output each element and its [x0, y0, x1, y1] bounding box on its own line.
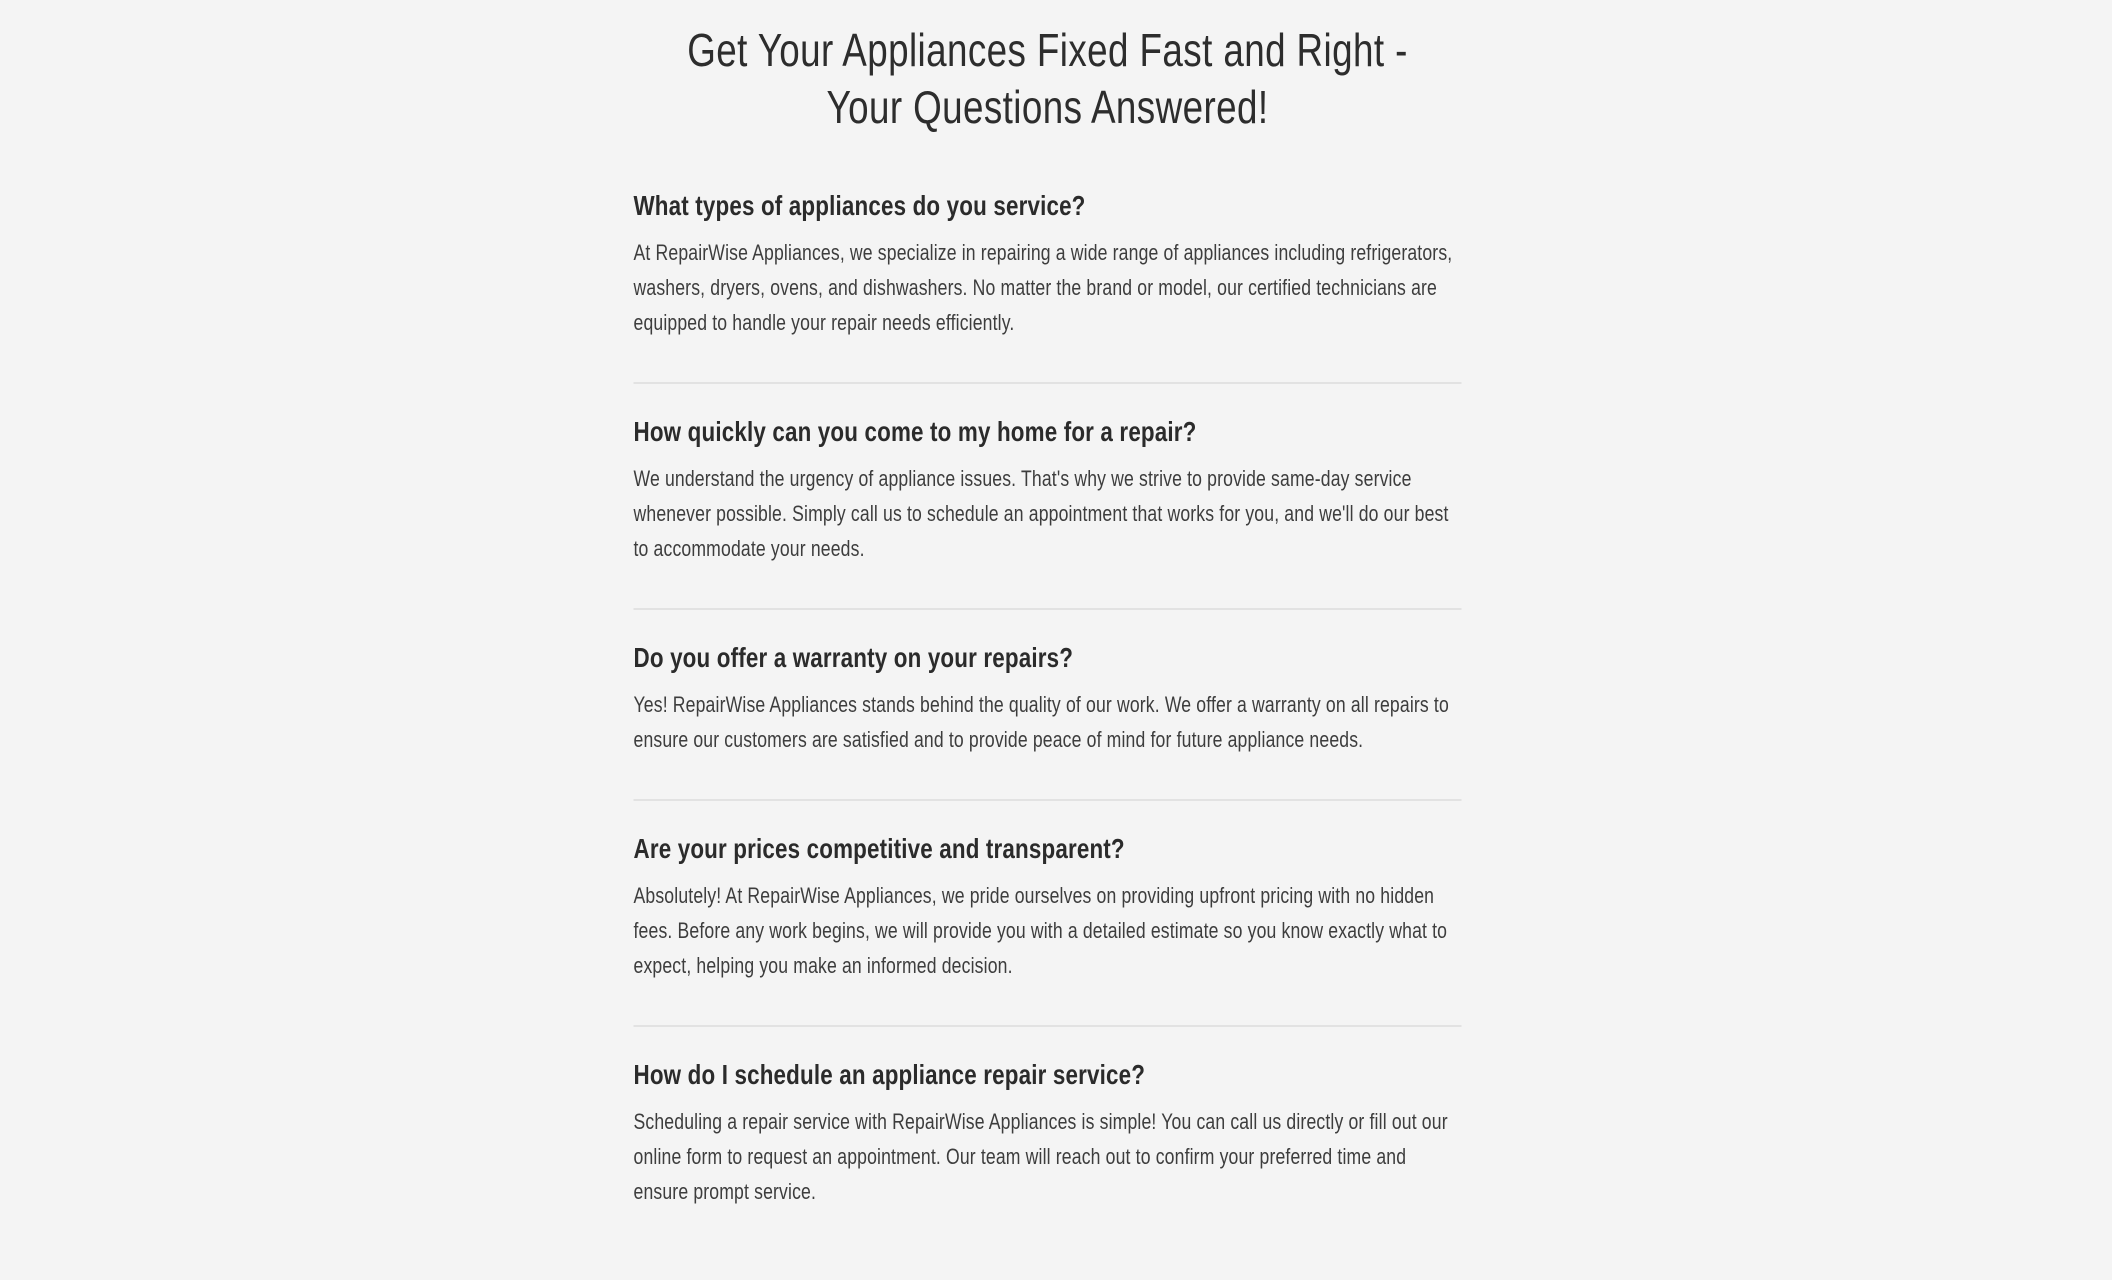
faq-section-warranty: [633, 640, 1461, 757]
faq-question: What types of appliances do you service?: [633, 190, 1086, 221]
faq-question: Do you offer a warranty on your repairs?: [633, 642, 1073, 673]
faq-question: How quickly can you come to my home for a repair?: [633, 416, 1196, 447]
section-divider: [633, 799, 1461, 801]
faq-section-appliance-types: [633, 188, 1461, 340]
page-title-line-1: Get Your Appliances Fixed Fast and Right -: [686, 24, 1408, 76]
faq-question: How do I schedule an appliance repair service?: [633, 1059, 1145, 1090]
faq-question: Are your prices competitive and transparent?: [633, 833, 1125, 864]
faq-answer: Absolutely! At RepairWise Appliances, we pride ourselves on providing upfront pricing with no hidden fees. Before any work begins, we will provide you with a detailed estimate so you know exactly what to expect, helping you make an informed decision.: [633, 883, 1447, 978]
section-divider: [633, 382, 1461, 384]
faq-answer: Yes! RepairWise Appliances stands behind the quality of our work. We offer a warranty on all repairs to ensure our customers are satisfied and to provide peace of mind for future appliance needs.: [633, 692, 1449, 752]
section-divider: [633, 608, 1461, 610]
faq-answer: We understand the urgency of appliance issues. That's why we strive to provide same-day service whenever possible. Simply call us to schedule an appointment that works for you, and we'll do our best to accommodate your needs.: [633, 466, 1449, 561]
faq-section-scheduling: [633, 1057, 1461, 1209]
faq-answer: Scheduling a repair service with RepairWise Appliances is simple! You can call us directly or fill out our online form to request an appointment. Our team will reach out to confirm your preferred time and ensure prompt service.: [633, 1109, 1448, 1204]
faq-section-pricing: [633, 831, 1461, 983]
faq-section-response-time: [633, 414, 1461, 566]
page-title-line-2: Your Questions Answered!: [826, 81, 1268, 133]
faq-answer: At RepairWise Appliances, we specialize in repairing a wide range of appliances including refrigerators, washers, dryers, ovens, and dishwashers. No matter the brand or model, our certified technicians are equipped to handle your repair needs efficiently.: [633, 240, 1452, 335]
page-title: [633, 22, 1461, 136]
faq-page: [633, 22, 1461, 1209]
section-divider: [633, 1025, 1461, 1027]
